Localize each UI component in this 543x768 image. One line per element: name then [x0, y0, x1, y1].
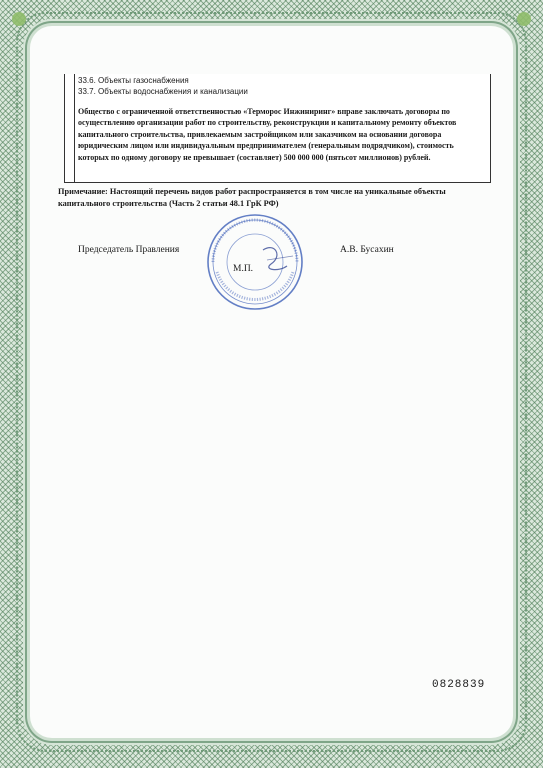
corner-ornament [12, 12, 26, 26]
table-column-divider [74, 74, 75, 182]
round-seal-stamp [205, 212, 305, 312]
signatory-role: Председатель Правления [78, 245, 180, 255]
corner-ornament [517, 12, 531, 26]
note-paragraph: Примечание: Настоящий перечень видов работ распространяется в том числе на уникальные объекты капитального строительства (Часть 2 статьи 48.1 ГрК РФ) [58, 187, 446, 208]
work-item-gas: 33.6. Объекты газоснабжения [78, 76, 189, 85]
stamp-place-label: М.П. [233, 264, 254, 274]
grant-paragraph: Общество с ограниченной ответственностью «Терморос Инжиниринг» вправе заключать договоры по осуществлению организации работ по строительству, реконструкции и капитальному ремонту объектов капитального строительства, привлекаемым застройщиком или заказчиком на основании договора юридическим лицом или индивидуальным предпринимателем (генеральным подрядчиком), стоимость которых по одному договору не превышает (составляет) 500 000 000 (пятьсот миллионов) рублей. [78, 107, 457, 162]
signatory-name: А.В. Бусахин [340, 245, 394, 255]
work-item-water: 33.7. Объекты водоснабжения и канализации [78, 87, 248, 96]
serial-number: 0828839 [432, 679, 486, 691]
